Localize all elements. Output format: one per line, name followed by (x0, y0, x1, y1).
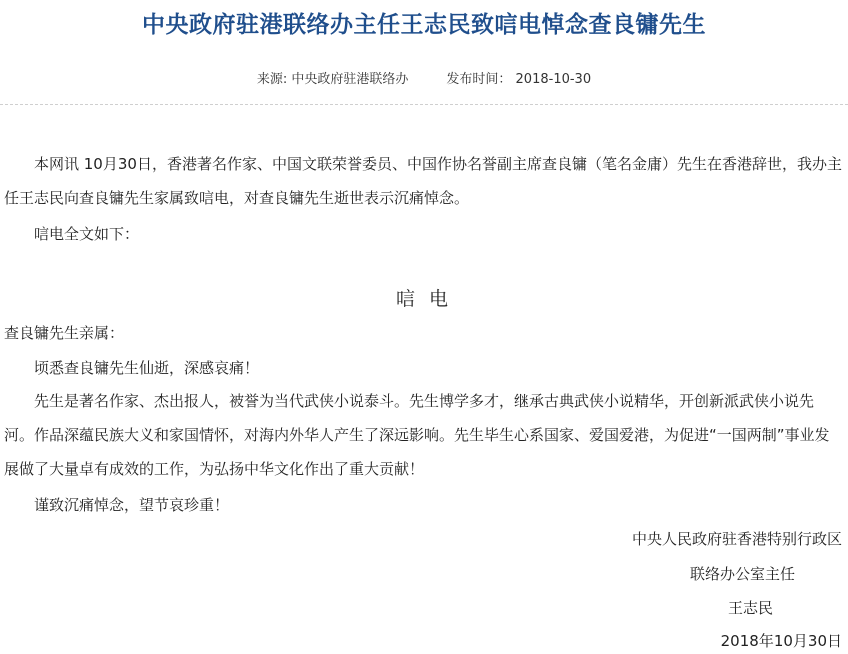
signature-org-line1: 中央人民政府驻香港特别行政区 (631, 530, 842, 548)
intro-paragraph: 本网讯 10月30日，香港著名作家、中国文联荣誉委员、中国作协名誉副主席查良镛（笔名金庸）先生在香港辞世，我办主任王志民向查良镛先生家属致唁电，对查良镛先生逝世表示沉痛悼念。 (4, 155, 842, 207)
fulltext-intro: 唁电全文如下： (34, 225, 140, 243)
header-divider (0, 104, 848, 105)
signature-date: 2018年10月30日 (720, 632, 842, 650)
telegram-salutation: 查良镛先生亲属： (4, 324, 125, 342)
article-meta (0, 68, 848, 87)
telegram-paragraph-1: 顷悉查良镛先生仙逝，深感哀痛！ (34, 359, 260, 377)
signature-org-line2: 联络办公室主任 (690, 565, 796, 583)
signature-name: 王志民 (728, 599, 774, 617)
telegram-heading: 唁 电 (395, 288, 453, 310)
source-label: 来源: 中央政府驻港联络办 (256, 72, 409, 87)
article-title: 中央政府驻港联络办主任王志民致唁电悼念查良镛先生 (142, 12, 706, 38)
telegram-paragraph-3: 谨致沉痛悼念，望节哀珍重！ (34, 496, 230, 514)
publish-date-label: 发布时间： 2018-10-30 (446, 72, 592, 87)
telegram-paragraph-2: 先生是著名作家、杰出报人，被誉为当代武侠小说泰斗。先生博学多才，继承古典武侠小说精华，开创新派武侠小说先河。作品深蕴民族大义和家国情怀，对海内外华人产生了深远影响。先生毕生心系国家、爱国爱港，为促进“一国两制”事业发展做了大量卓有成效的工作，为弘扬中华文化作出了重大贡献！ (4, 392, 830, 478)
